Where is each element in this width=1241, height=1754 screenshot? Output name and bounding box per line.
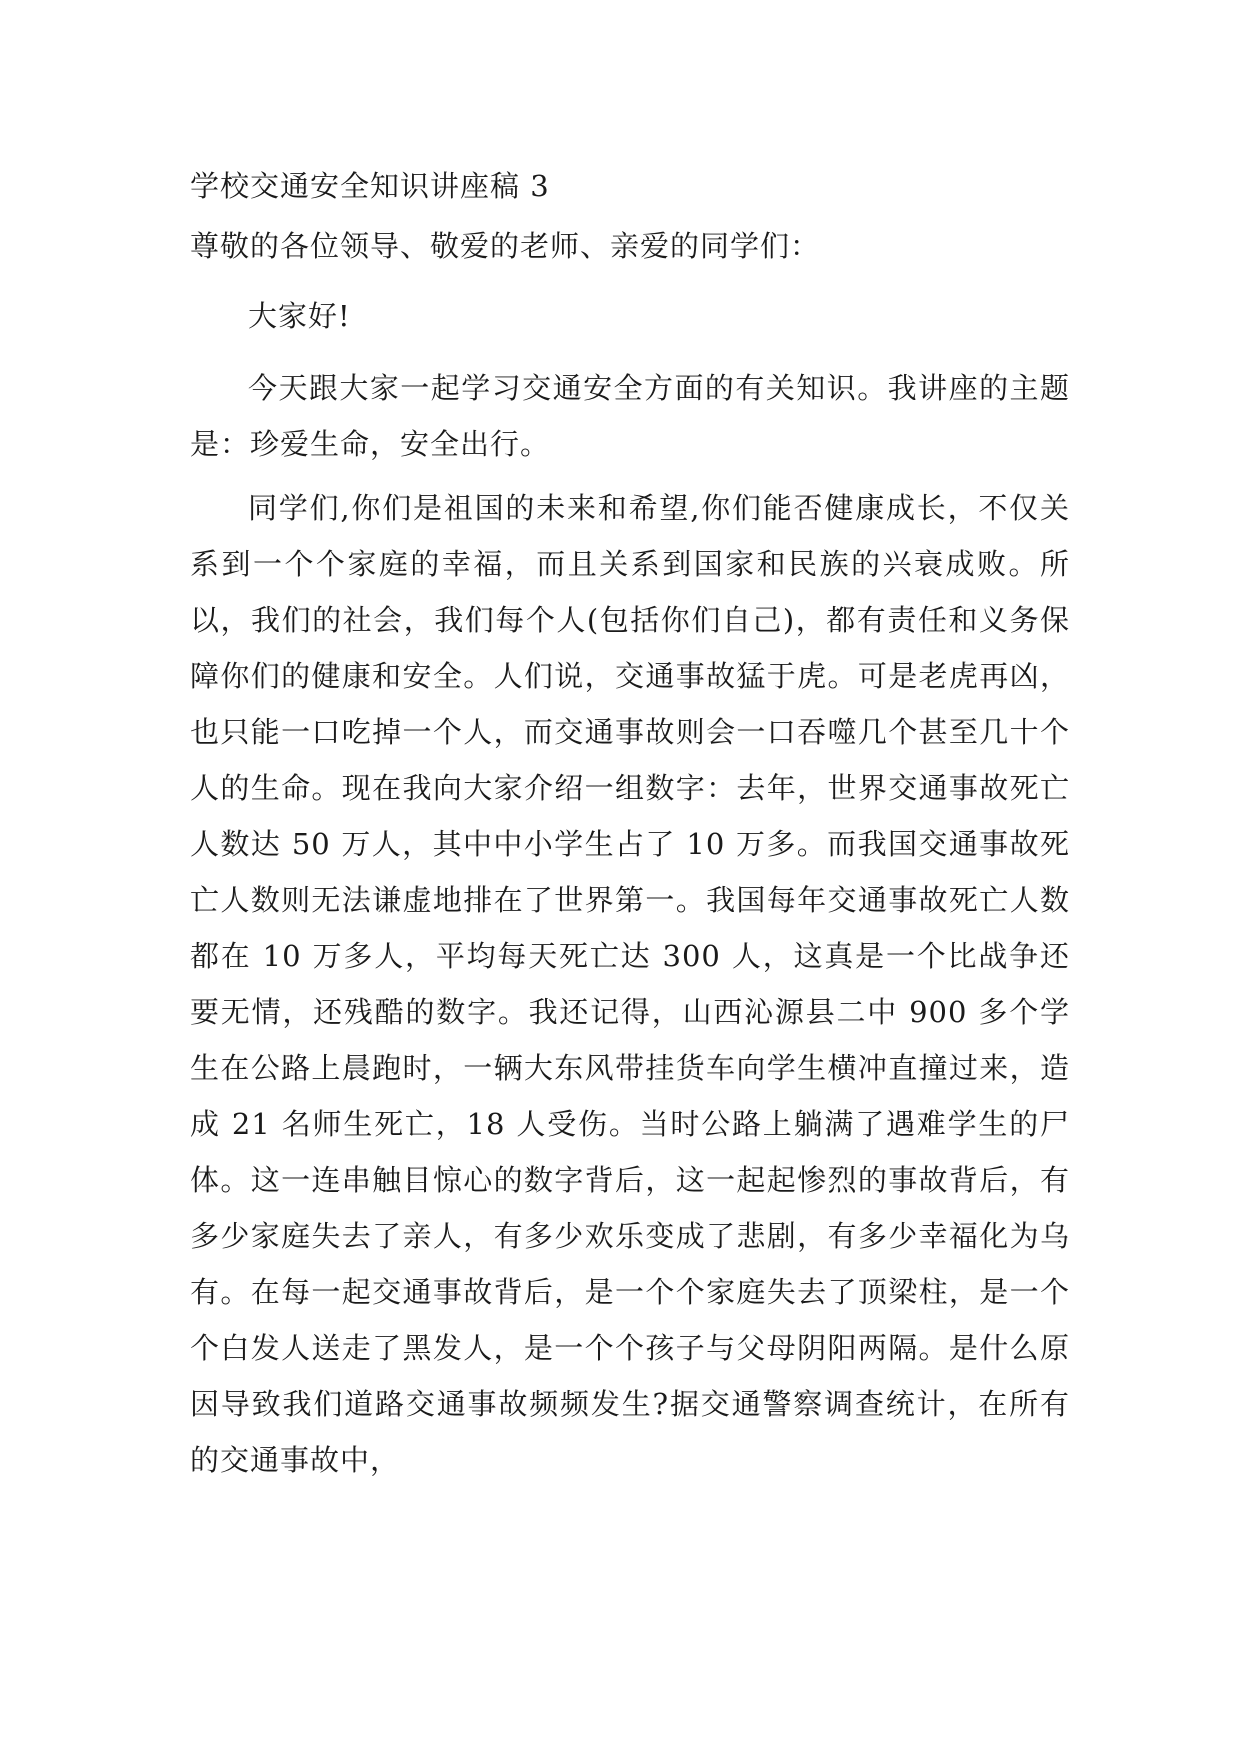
salutation: 尊敬的各位领导、敬爱的老师、亲爱的同学们： <box>190 229 821 263</box>
paragraph-topic: 今天跟大家一起学习交通安全方面的有关知识。我讲座的主题是：珍爱生命，安全出行。 <box>190 371 1070 461</box>
paragraph-greeting: 大家好! <box>248 299 351 333</box>
document-body <box>190 166 1070 1496</box>
paragraph-main: 同学们,你们是祖国的未来和希望,你们能否健康成长，不仅关系到一个个家庭的幸福，而且关系到国家和民族的兴衰成败。所以，我们的社会，我们每个人(包括你们自己)，都有责任和义务保障你们的健康和安全。人们说，交通事故猛于虎。可是老虎再凶，也只能一口吃掉一个人，而交通事故则会一口吞噬几个甚至几十个人的生命。现在我向大家介绍一组数字：去年，世界交通事故死亡人数达 50 万人，其中中小学生占了 10 万多。而我国交通事故死亡人数则无法谦虚地排在了世界第一。我国每年交通事故死亡人数都在 10 万多人，平均每天死亡达 300 人，这真是一个比战争还要无情，还残酷的数字。我还记得，山西沁源县二中 900 多个学生在公路上晨跑时，一辆大东风带挂货车向学生横冲直撞过来，造成 21 名师生死亡，18 人受伤。当时公路上躺满了遇难学生的尸体。这一连串触目惊心的数字背后，这一起起惨烈的事故背后，有多少家庭失去了亲人，有多少欢乐变成了悲剧，有多少幸福化为乌有。在每一起交通事故背后，是一个个家庭失去了顶梁柱，是一个个白发人送走了黑发人，是一个个孩子与父母阴阳两隔。是什么原因导致我们道路交通事故频频发生?据交通警察调查统计，在所有的交通事故中， <box>190 491 1070 1477</box>
document-title: 学校交通安全知识讲座稿 3 <box>190 169 550 203</box>
